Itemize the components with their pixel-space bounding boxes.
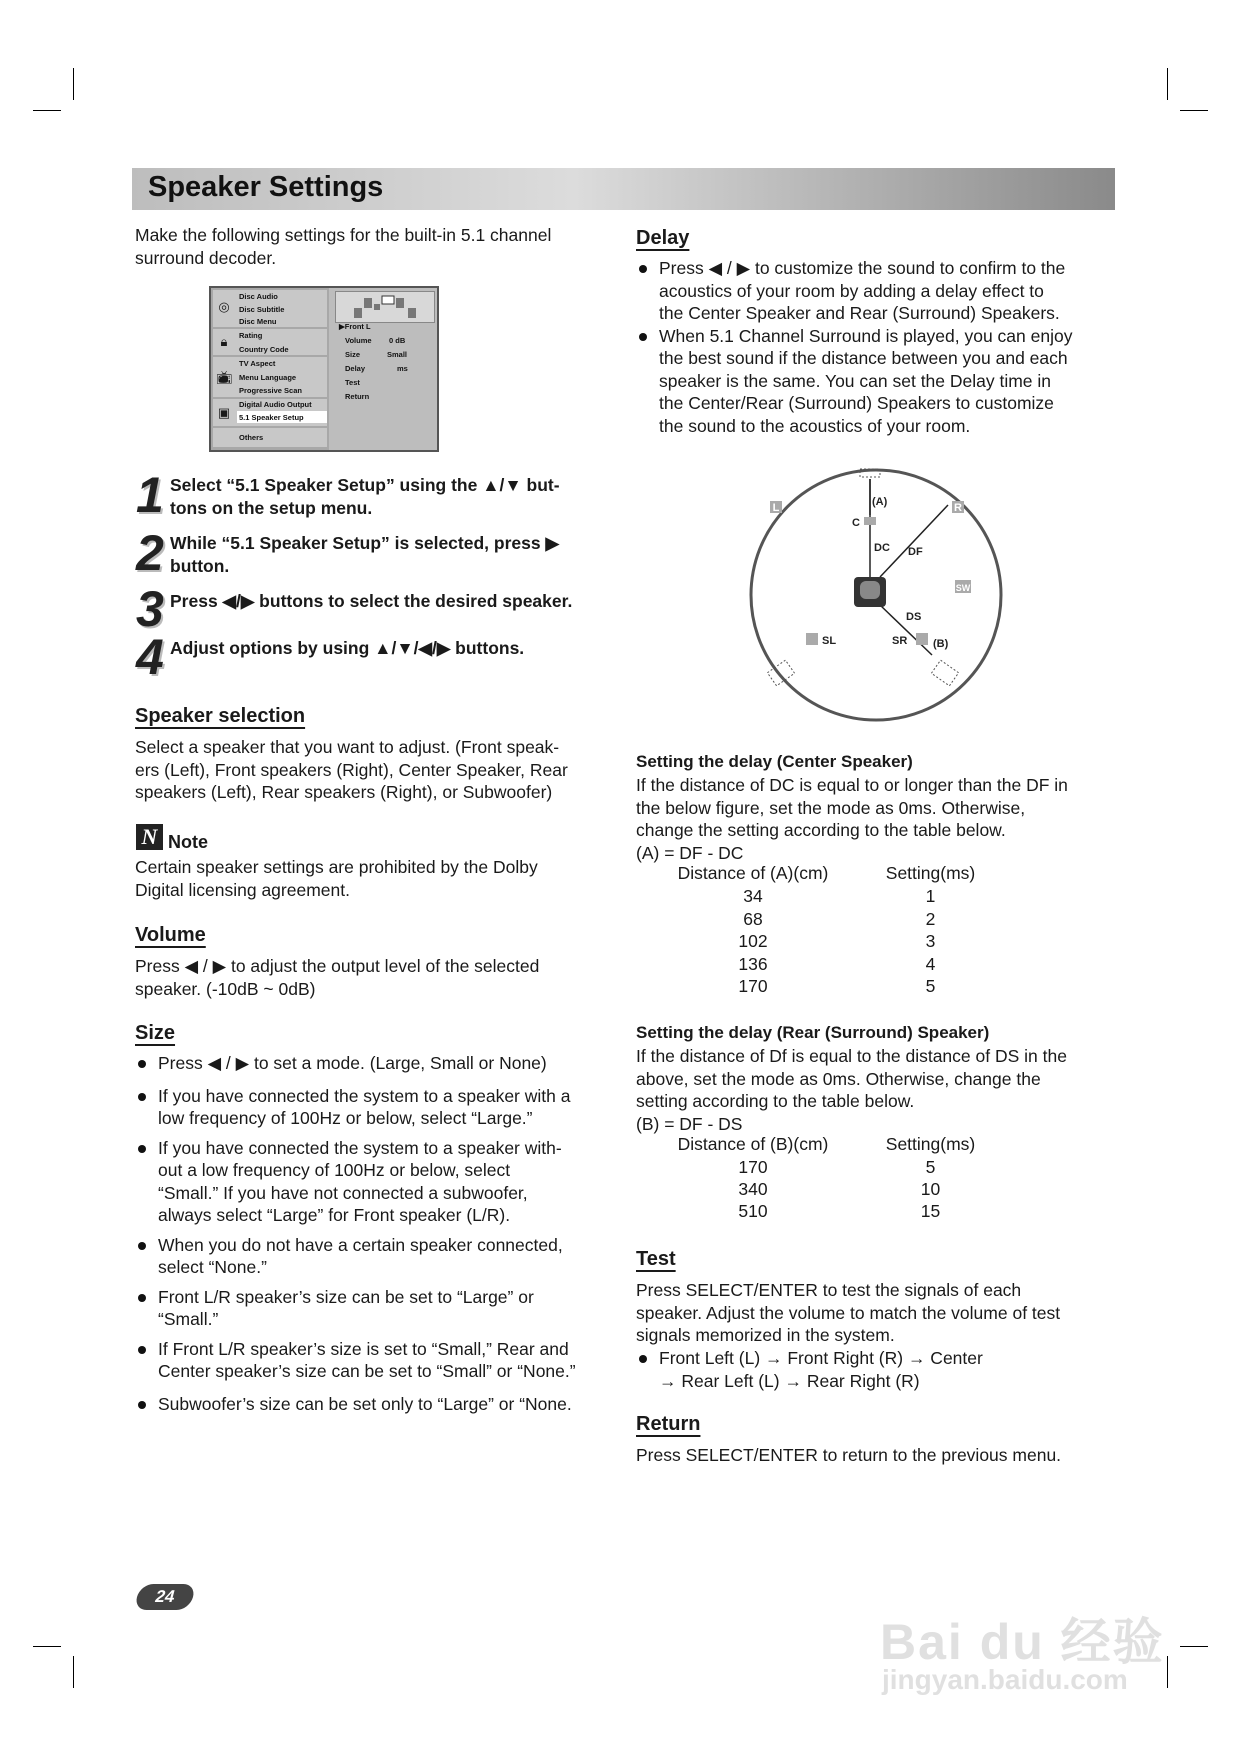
- menu-item: Others: [239, 433, 264, 442]
- speaker-selection-heading: Speaker selection: [135, 705, 306, 727]
- speaker-options: [333, 318, 437, 448]
- note-icon: N: [136, 824, 163, 850]
- list-item: If you have connected the system to a speaker with a low frequency of 100Hz or below, select “Large.”: [136, 1085, 616, 1130]
- crop-mark: [73, 1656, 74, 1688]
- page-number: 24: [134, 1584, 197, 1610]
- test-heading: Test: [636, 1248, 676, 1270]
- note-heading: Note: [168, 832, 208, 852]
- crop-mark: [1167, 68, 1168, 100]
- label-b: (B): [933, 638, 949, 650]
- menu-item: Menu Language: [239, 373, 297, 382]
- watermark-logo: Bai du 经验: [880, 1614, 1165, 1670]
- return-heading: Return: [636, 1413, 701, 1435]
- table-row: 340 10: [738, 1179, 941, 1199]
- list-item: Subwoofer’s size can be set only to “Large” or “None.: [136, 1393, 616, 1416]
- list-item: When you do not have a certain speaker connected, select “None.”: [136, 1234, 616, 1279]
- setup-menu-screenshot: [209, 286, 439, 452]
- menu-item: Progressive Scan: [239, 386, 302, 395]
- table-row: 68 2: [743, 909, 936, 929]
- speaker-selection-text: Select a speaker that you want to adjust. (Front speak- ers (Left), Front speakers (Right), Center Speaker, Rear speakers (Left), Rear speakers (Right), or Subwoofer): [135, 737, 568, 802]
- watermark-url: jingyan.baidu.com: [882, 1664, 1128, 1695]
- menu-item-selected: 5.1 Speaker Setup: [239, 413, 304, 422]
- test-text: Press SELECT/ENTER to test the signals of each speaker. Adjust the volume to match the volume of test signals memorized in the system.: [636, 1280, 1061, 1345]
- step-number: 1: [136, 467, 164, 523]
- crop-mark: [33, 1646, 61, 1647]
- option-label: Return: [345, 392, 370, 401]
- step-text: While “5.1 Speaker Setup” is selected, press ▶ button.: [170, 533, 559, 576]
- size-bullets: [136, 1052, 616, 1415]
- label-dc: DC: [874, 542, 890, 554]
- table-row: 510 15: [738, 1201, 941, 1221]
- size-heading: Size: [135, 1022, 176, 1044]
- center-delay-text: If the distance of DC is equal to or longer than the DF in the below figure, set the mode as 0ms. Otherwise, change the setting according to the table below. (A) = DF - DC: [636, 775, 1068, 863]
- step-text: Press ◀/▶ buttons to select the desired speaker.: [170, 591, 573, 611]
- label-sl: SL: [822, 635, 837, 647]
- table-header: Distance of (B)(cm) Setting(ms): [677, 1134, 976, 1154]
- speaker-position-diagram: [740, 465, 1010, 725]
- menu-item: Country Code: [239, 345, 289, 354]
- crop-mark: [1180, 1646, 1208, 1647]
- menu-item: Disc Menu: [239, 317, 277, 326]
- surround-right-speaker: [916, 633, 928, 645]
- label-r: R: [954, 502, 962, 514]
- list-item: If you have connected the system to a speaker with- out a low frequency of 100Hz or below, select “Small.” If you have not connected a subwoofer, always select “Large” for Front speaker (L/R).: [136, 1137, 616, 1227]
- crop-mark: [1167, 1656, 1168, 1688]
- title-bar: [132, 168, 1115, 210]
- menu-item: TV Aspect: [239, 359, 276, 368]
- crop-mark: [1180, 110, 1208, 111]
- label-c: C: [852, 517, 860, 529]
- option-label: Volume: [345, 336, 372, 345]
- label-sr: SR: [892, 635, 908, 647]
- list-item: Press ◀ / ▶ to customize the sound to confirm to the acoustics of your room by adding a delay effect to the Center Speaker and Rear (Surround) Speakers.: [637, 257, 1117, 325]
- option-value: 0 dB: [389, 336, 406, 345]
- crop-mark: [73, 68, 74, 100]
- option-label: Size: [345, 350, 361, 359]
- note-text: Certain speaker settings are prohibited by the Dolby Digital licensing agreement.: [135, 857, 538, 900]
- return-text: Press SELECT/ENTER to return to the previous menu.: [636, 1445, 1062, 1465]
- df-line: [880, 505, 948, 577]
- menu-list: [211, 288, 329, 450]
- label-l: L: [772, 502, 780, 514]
- test-sequence: [637, 1347, 1117, 1392]
- speaker-icon: ▣: [217, 405, 231, 420]
- volume-text: Press ◀ / ▶ to adjust the output level of the selected speaker. (-10dB ~ 0dB): [135, 956, 540, 999]
- label-df: DF: [908, 546, 923, 558]
- table-row: 170 5: [738, 1157, 936, 1177]
- list-item: Front L/R speaker’s size can be set to “Large” or “Small.”: [136, 1286, 616, 1331]
- table-row: 34 1: [743, 886, 936, 906]
- option-speaker: ▶Front L: [339, 322, 371, 331]
- delay-heading: Delay: [636, 227, 690, 249]
- center-delay-heading: Setting the delay (Center Speaker): [636, 752, 913, 771]
- listener-head: [860, 581, 880, 599]
- list-item: Press ◀ / ▶ to set a mode. (Large, Small or None): [136, 1052, 616, 1075]
- table-row: 136 4: [738, 954, 936, 974]
- list-item: When 5.1 Channel Surround is played, you can enjoy the best sound if the distance between you and each speaker is the same. You can set the Delay time in the Center/Rear (Surround) Speakers to customize the sound to the acoustics of your room.: [637, 325, 1117, 438]
- ideal-rear-right-position: [931, 660, 958, 686]
- step-text: Adjust options by using ▲/▼/◀/▶ buttons.: [170, 638, 525, 658]
- rear-delay-heading: Setting the delay (Rear (Surround) Speaker): [636, 1023, 990, 1042]
- delay-bullets: [637, 257, 1117, 437]
- intro-text: Make the following settings for the built-in 5.1 channel surround decoder.: [135, 225, 552, 268]
- option-value: ms: [397, 364, 408, 373]
- table-header: Distance of (A)(cm) Setting(ms): [677, 863, 976, 883]
- step-number: 4: [136, 629, 164, 685]
- table-row: 170 5: [738, 976, 936, 996]
- step-number: 2: [136, 525, 164, 581]
- crop-mark: [33, 110, 61, 111]
- option-value: Small: [387, 350, 408, 359]
- option-label: Delay: [345, 364, 366, 373]
- menu-item: Rating: [239, 331, 263, 340]
- label-sw: SW: [955, 583, 971, 593]
- label-a: (A): [872, 496, 888, 508]
- list-item: If Front L/R speaker’s size is set to “Small,” Rear and Center speaker’s size can be set to “Small” or “None.”: [136, 1338, 616, 1383]
- disc-icon: ◎: [218, 299, 230, 314]
- list-item: Front Left (L) → Front Right (R) → Center → Rear Left (L) → Rear Right (R): [637, 1347, 1117, 1392]
- surround-left-speaker: [806, 633, 818, 645]
- volume-heading: Volume: [135, 924, 206, 946]
- step-text: Select “5.1 Speaker Setup” using the ▲/▼ but- tons on the setup menu.: [170, 475, 560, 518]
- rear-delay-text: If the distance of Df is equal to the distance of DS in the above, set the mode as 0ms. Otherwise, change the setting according to the table below. (B) = DF - DS: [636, 1046, 1067, 1134]
- lock-icon: 🔒︎: [220, 334, 228, 349]
- page-title: Speaker Settings: [148, 171, 384, 203]
- table-row: 102 3: [738, 931, 936, 951]
- center-speaker: [864, 517, 876, 525]
- menu-item: Disc Audio: [239, 292, 278, 301]
- label-ds: DS: [906, 611, 922, 623]
- option-label: Test: [345, 378, 360, 387]
- menu-item: Disc Subtitle: [239, 305, 285, 314]
- menu-item: Digital Audio Output: [239, 400, 312, 409]
- tv-icon: 📺︎: [216, 370, 233, 385]
- step-number: 3: [136, 581, 164, 637]
